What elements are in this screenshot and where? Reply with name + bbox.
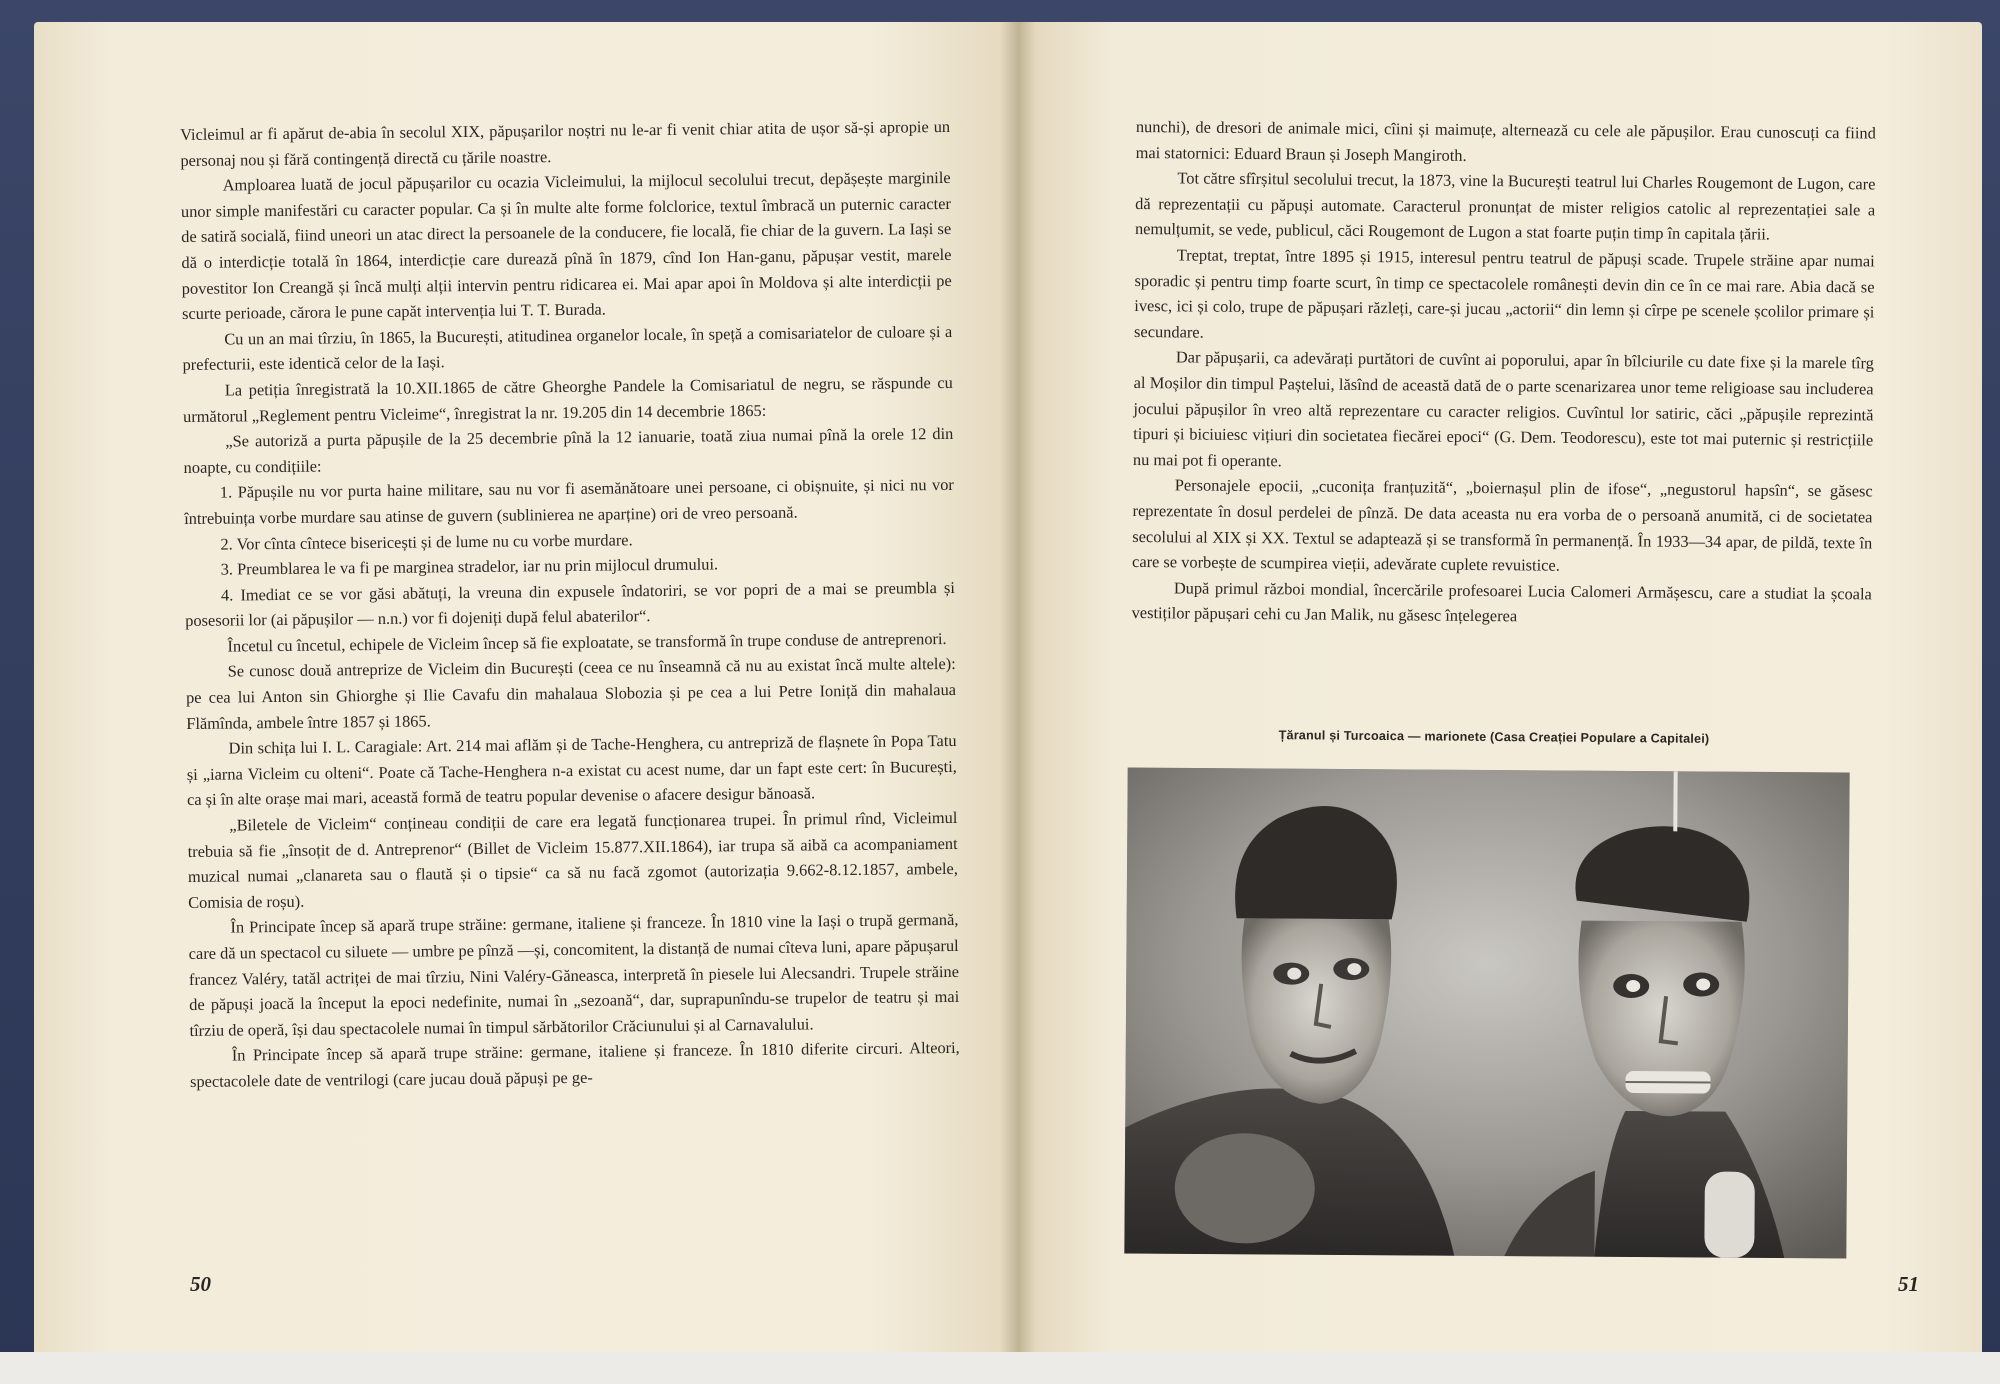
paragraph: 3. Preumblarea le va fi pe marginea stradelor, iar nu prin mijlocul drumului.: [220, 554, 719, 579]
paragraph: Tot către sfîrșitul secolului trecut, la 1873, vine la București teatrul lui Charles Rougemont de Lugon, care dă reprezentații cu păpuși automate. Caracterul pronunțat de mister religios catolic al reprezentației sale a nemulțumit, se vede, publicul, căci Rougemont de Lugon a stat foarte puțin timp în capitala țării.: [1134, 168, 1876, 244]
paragraph: „Biletele de Vicleim“ conțineau condiții de care era legată funcționarea trupei. În primul rînd, Vicleimul trebuia să fie „însoțit de d. Antreprenor“ (Billet de Vicleim 15.877.XII.1864), iar trupa să aibă ca acompaniament muzical numai „clanareta sau o flaută și o tipsie“ ca să nu facă zgomot (autorizația 9.662-8.12.1857, ambele, Comisia de roșu).: [187, 807, 958, 912]
paragraph: Personajele epocii, „cuconița franțuzită“, „boiernașul plin de ifose“, „negustorul hapsîn“, se găsesc reprezentate în dosul perdelei de pînză. De data aceasta nu era vorba de o persoană anumită, ci de societatea secolului al XIX și XX. Textul se adaptează și se transformă în permanență. În 1933—34 apar, de pildă, texte în care se vorbește de scumpirea vieții, adevărate cuplete revuistice.: [1132, 475, 1873, 575]
paragraph: nunchi), de dresori de animale mici, cîini și maimuțe, alternează cu cele ale păpușilor. Erau cunoscuți ca fiind mai statornici: Eduard Braun și Joseph Mangiroth.: [1135, 116, 1876, 165]
paragraph: Cu un an mai tîrziu, în 1865, la București, atitudinea organelor locale, în speță a comisariatelor de culoare și a prefecturii, este identică celor de la Iași.: [182, 321, 953, 375]
paragraph: Dar păpușarii, ca adevărați purtători de cuvînt ai poporului, apar în bîlciurile cu date fixe și la marele tîrg al Moșilor din timpul Paștelui, lăsînd de această dată de o parte scenarizarea unor teme religioase sau includerea jocului păpușilor în vreo altă reprezentare cu caracter religios. Cuvîntul lor satiric, căci „păpușile reprezintă tipuri și biciuiesc vițiuri din societatea fiecărei epoci“ (G. Dem. Teodorescu), este tot mai puternic și restricțiile nu mai pot fi operante.: [1132, 347, 1874, 471]
photo-caption: Țăranul și Turcoaica — marionete (Casa Creației Populare a Capitalei): [1278, 728, 1710, 746]
paragraph: Treptat, treptat, între 1895 și 1915, interesul pentru teatrul de păpuși scade. Trupele străine apar numai sporadic și pentru timp foarte scurt, în timp ce spectacolele românești devin din ce în ce mai rare. Abia dacă se ivesc, ici și colo, trupe de păpușari răzleți, care-și jucau „actorii“ din lemn și cîrpe pe scenele școlilor primare și secundare.: [1134, 245, 1875, 342]
page-number-right: 51: [1898, 1272, 1919, 1296]
paragraph: 1. Păpușile nu vor purta haine militare, sau nu vor fi asemănătoare unei persoane, ci obișnuite, și nici nu vor întrebuința vorbe murdare sau atinse de guvern (sublinierea ne aparține) ori de vreo persoană.: [184, 475, 954, 528]
paragraph: Amploarea luată de jocul păpușarilor cu ocazia Vicleimului, la mijlocul secolului trecut, depășește marginile unor simple manifestări cu caracter popular. Ca și în multe alte forme folclorice, textul îmbracă un puternic caracter de satiră socială, fiind uneori un atac direct la persoanele de la conducere, fie locală, fie chiar de la guvern. La Iași se dă o interdicție totală în 1864, interdicție care durează pînă în 1879, cînd Ion Han-ganu, păpușar vestit, marele povestitor Ion Creangă și încă mulți alții intervin pentru ridicarea ei. Mai apar apoi în Moldova și alte interdicții pe scurte perioade, cărora le pune capăt intervenția lui T. T. Burada.: [180, 168, 952, 324]
paragraph: Se cunosc două antreprize de Vicleim din București (ceea ce nu înseamnă că nu au existat încă multe altele): pe cea lui Anton sin Ghiorghe și Ilie Cavafu din mahalaua Slobozia și pe cea a lui Petre Ioniță din mahalaua Flămînda, ambele între 1857 și 1865.: [185, 654, 957, 733]
paragraph: Din schița lui I. L. Caragiale: Art. 214 mai aflăm și de Tache-Henghera, cu antrepriză de flașnete în Popa Tatu și „iarna Vicleim cu olteni“. Poate că Tache-Henghera n-a existat cu acest nume, dar un fapt este cert: în București, ca și în alte orașe mai mari, această formă de teatru popular devenise o afacere desigur bănoasă.: [186, 731, 957, 810]
left-page-text: [180, 114, 960, 1095]
paragraph: „Se autoriză a purta păpușile de la 25 decembrie pînă la 12 ianuarie, toată ziua numai pînă la orele 12 din noapte, cu condițiile:: [183, 424, 954, 477]
marionettes-photo: [1124, 767, 1849, 1258]
paragraph: În Principate încep să apară trupe străine: germane, italiene și franceze. În 1810 diferite circuri. Alteori, spectacolele date de ventrilogi (care jucau două păpuși pe ge-: [189, 1038, 960, 1091]
right-page-text: [1132, 114, 1876, 632]
scanner-edge: [0, 1352, 2000, 1384]
marionettes-photo-image: [1124, 767, 1849, 1258]
paragraph: La petiția înregistrată la 10.XII.1865 de către Gheorghe Pandele la Comisariatul de negru, se răspunde cu următorul „Reglement pentru Vicleime“, înregistrat la nr. 19.205 din 14 decembrie 1865:: [182, 372, 953, 426]
left-page: [34, 22, 1018, 1352]
paragraph: 4. Imediat ce se vor găsi abătuți, la vreuna din expusele îndatoriri, se vor popri de a mai se preumbla și posesorii lor (ai păpușilor — n.n.) vor fi dojeniți după felul abaterilor“.: [185, 577, 956, 631]
paragraph: În Principate încep să apară trupe străine: germane, italiene și franceze. În 1810 vine la Iași o trupă germană, care dă un spectacol cu siluete — umbre pe pînză —și, concomitent, la distanță de numai cîteva luni, apare păpușarul francez Valéry, tatăl actriței de mai tîrziu, Nini Valéry-Găneasca, interpretă în piesele lui Alecsandri. Trupele străine de păpuși joacă la început la epoci nedefinite, numai în „sezoană“, dar, suprapunîndu-se trupelor de teatru și mai tîrziu de operă, își dau spectacolele numai în timpul sărbătorilor Crăciunului și al Carnavalului.: [188, 910, 960, 1040]
paragraph: Încetul cu încetul, echipele de Vicleim încep să fie exploatate, se transformă în trupe conduse de antreprenori.: [227, 628, 947, 656]
paragraph: 2. Vor cînta cîntece bisericești și de lume nu cu vorbe murdare.: [220, 529, 633, 554]
paragraph: După primul război mondial, încercările profesoarei Lucia Calomeri Armășescu, care a studiat la școala vestiților păpușari cehi cu Jan Malik, nu găsesc înțelegerea: [1131, 578, 1872, 626]
book-gutter: [1000, 22, 1036, 1352]
paragraph: Vicleimul ar fi apărut de-abia în secolul XIX, păpușarilor noștri nu le-ar fi venit chiar atita de ușor să-și apropie un personaj nou și fără contingență directă cu țările noastre.: [180, 116, 951, 170]
page-number-left: 50: [190, 1272, 211, 1296]
right-page: [1018, 22, 1982, 1352]
